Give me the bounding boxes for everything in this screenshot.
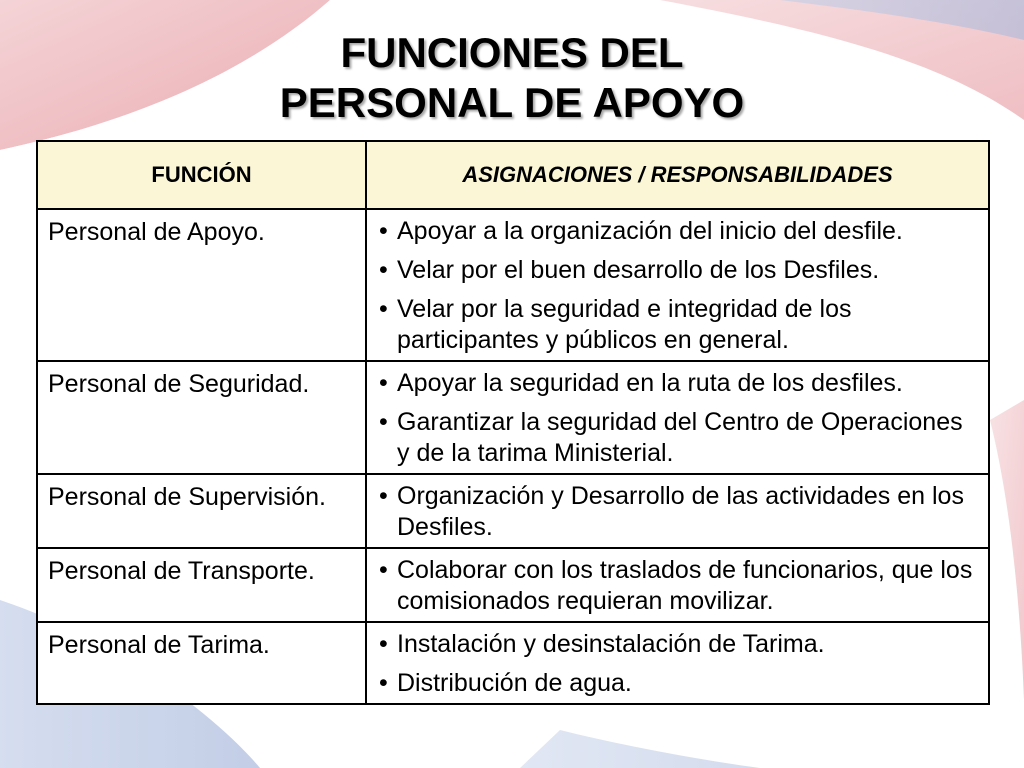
title-line-1: FUNCIONES DEL	[340, 29, 684, 76]
asignaciones-cell	[366, 548, 989, 622]
funcion-cell: Personal de Apoyo.	[37, 209, 366, 361]
list-item: • Organización y Desarrollo de las actividades en los Desfiles.	[377, 481, 978, 543]
asignaciones-cell	[366, 622, 989, 704]
asignaciones-cell	[366, 474, 989, 548]
list-item: • Garantizar la seguridad del Centro de Operaciones y de la tarima Ministerial.	[377, 407, 978, 469]
table-row	[37, 474, 989, 548]
list-item: • Velar por la seguridad e integridad de los participantes y públicos en general.	[377, 294, 978, 356]
table-row	[37, 548, 989, 622]
header-funcion: FUNCIÓN	[37, 141, 366, 209]
list-item: • Distribución de agua.	[377, 668, 978, 699]
funcion-cell: Personal de Transporte.	[37, 548, 366, 622]
funcion-cell: Personal de Tarima.	[37, 622, 366, 704]
list-item: • Colaborar con los traslados de funcionarios, que los comisionados requieran movilizar.	[377, 555, 978, 617]
funcion-cell: Personal de Seguridad.	[37, 361, 366, 474]
list-item: • Apoyar a la organización del inicio del desfile.	[377, 216, 978, 247]
list-item: • Instalación y desinstalación de Tarima.	[377, 629, 978, 660]
table-row	[37, 622, 989, 704]
funcion-cell: Personal de Supervisión.	[37, 474, 366, 548]
title-line-2: PERSONAL DE APOYO	[279, 79, 745, 126]
table-row	[37, 361, 989, 474]
header-asignaciones: ASIGNACIONES / RESPONSABILIDADES	[366, 141, 989, 209]
list-item: • Velar por el buen desarrollo de los Desfiles.	[377, 255, 978, 286]
functions-table	[36, 140, 990, 705]
list-item: • Apoyar la seguridad en la ruta de los desfiles.	[377, 368, 978, 399]
asignaciones-cell	[366, 361, 989, 474]
slide-title	[0, 28, 1024, 128]
table-header-row	[37, 141, 989, 209]
table-row	[37, 209, 989, 361]
asignaciones-cell	[366, 209, 989, 361]
